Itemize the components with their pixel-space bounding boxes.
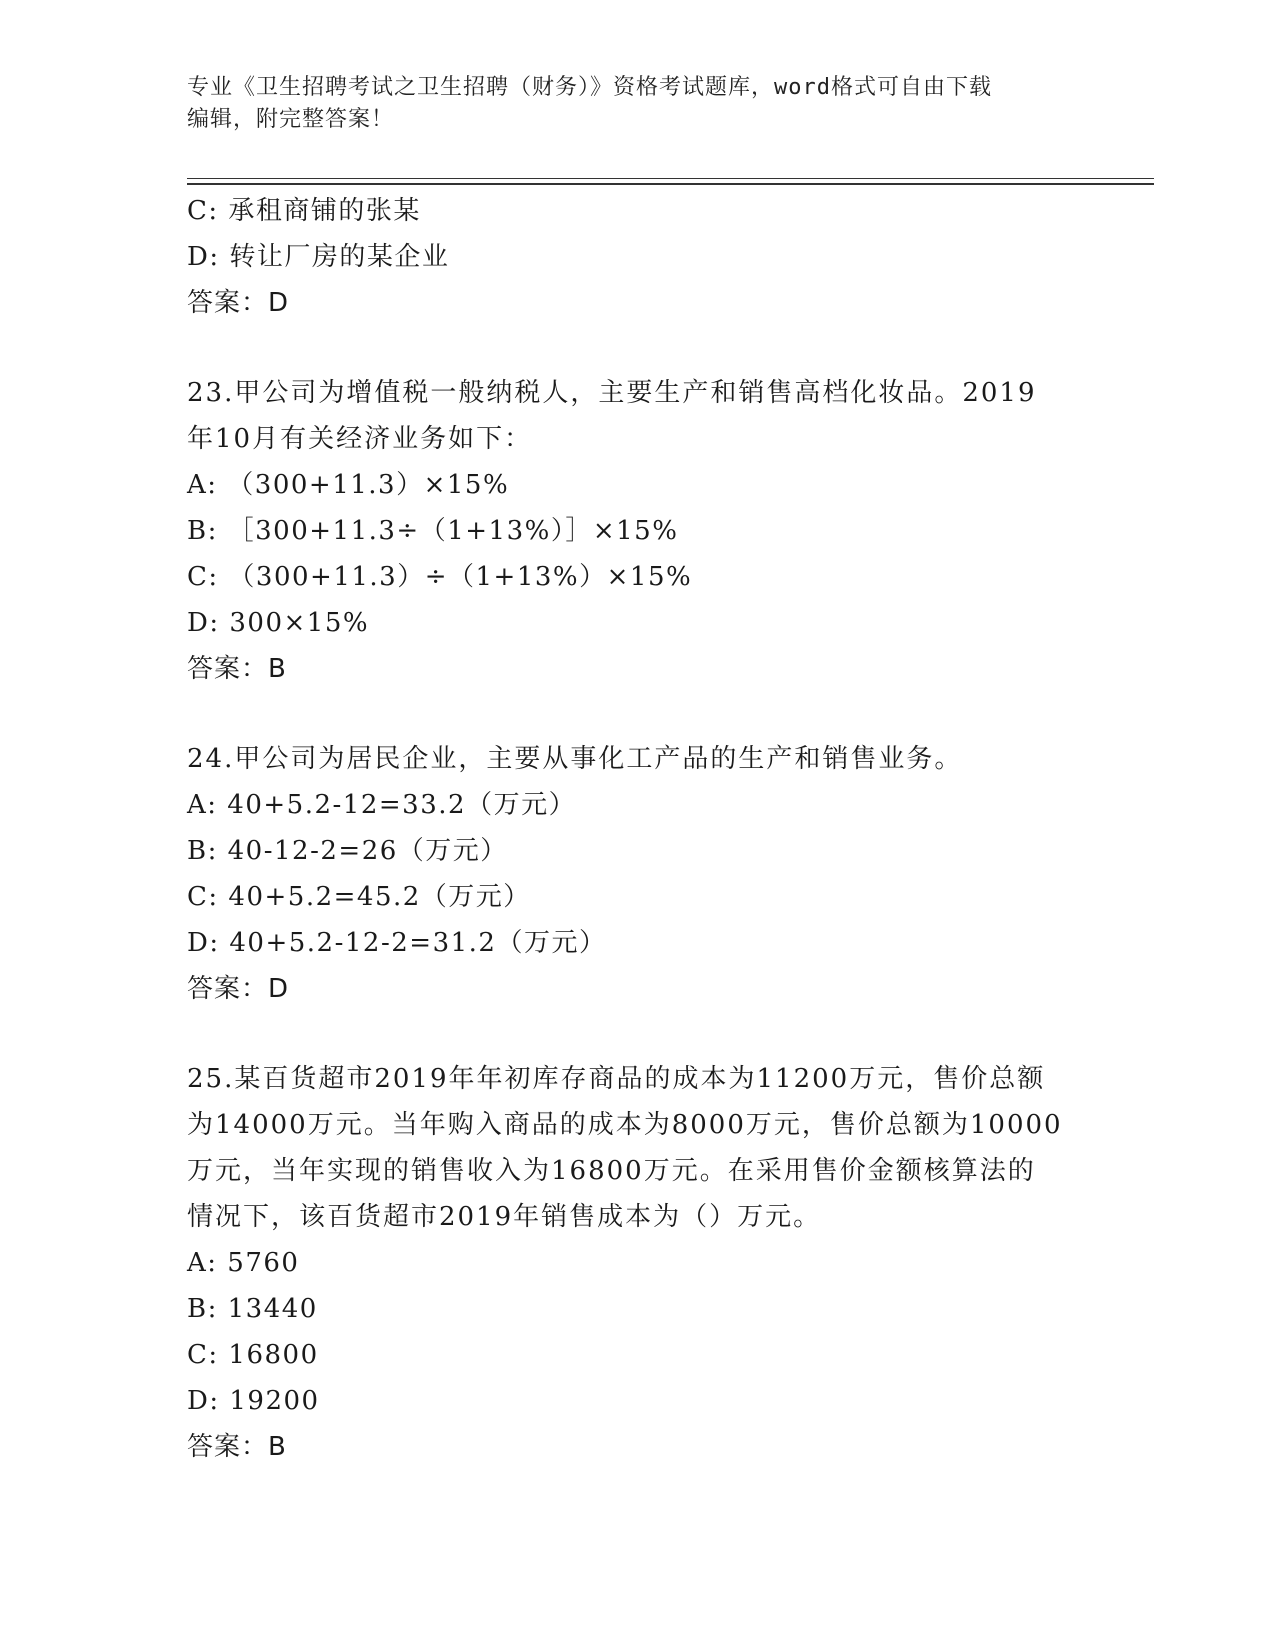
question-text-line: 23.甲公司为增值税一般纳税人，主要生产和销售高档化妆品。2019 <box>187 378 1037 408</box>
spacer <box>187 326 1087 370</box>
option-d: D: 40+5.2-12-2=31.2（万元） <box>187 928 607 958</box>
answer-line: 答案：D <box>187 288 290 318</box>
header-line-2: 编辑，附完整答案！ <box>187 107 395 132</box>
option-c: C: （300+11.3）÷（1+13%）×15% <box>187 562 693 592</box>
option-b: B: 40-12-2=26（万元） <box>187 836 508 866</box>
option-c: C: 承租商铺的张某 <box>187 196 421 226</box>
page-header <box>187 72 1087 136</box>
option-c: C: 16800 <box>187 1340 319 1370</box>
question-22 <box>187 188 1087 326</box>
option-b: B: ［300+11.3÷（1+13%）］×15% <box>187 516 679 546</box>
answer-line: 答案：B <box>187 654 287 684</box>
question-text-line: 万元，当年实现的销售收入为16800万元。在采用售价金额核算法的 <box>187 1156 1036 1186</box>
question-text-line: 24.甲公司为居民企业，主要从事化工产品的生产和销售业务。 <box>187 744 963 774</box>
option-b: B: 13440 <box>187 1294 318 1324</box>
option-c: C: 40+5.2=45.2（万元） <box>187 882 531 912</box>
question-text-line: 25.某百货超市2019年年初库存商品的成本为11200万元，售价总额 <box>187 1064 1046 1094</box>
question-list <box>187 188 1087 1470</box>
question-text <box>187 736 1087 782</box>
spacer <box>187 1012 1087 1056</box>
option-d: D: 转让厂房的某企业 <box>187 242 450 272</box>
answer-line: 答案：D <box>187 974 290 1004</box>
question-23 <box>187 370 1087 692</box>
question-text-line: 为14000万元。当年购入商品的成本为8000万元，售价总额为10000 <box>187 1110 1063 1140</box>
option-a: A: 40+5.2-12=33.2（万元） <box>187 790 577 820</box>
spacer <box>187 692 1087 736</box>
question-25 <box>187 1056 1087 1470</box>
question-text <box>187 1056 1087 1240</box>
header-divider-thick <box>187 183 1154 185</box>
question-24 <box>187 736 1087 1012</box>
question-text-line: 年10月有关经济业务如下： <box>187 424 533 454</box>
option-d: D: 19200 <box>187 1386 320 1416</box>
question-text-line: 情况下，该百货超市2019年销售成本为（）万元。 <box>187 1202 822 1232</box>
option-d: D: 300×15% <box>187 608 370 638</box>
answer-line: 答案：B <box>187 1432 287 1462</box>
header-line-1: 专业《卫生招聘考试之卫生招聘（财务）》资格考试题库，word格式可自由下载 <box>187 75 992 100</box>
option-a: A: （300+11.3）×15% <box>187 470 510 500</box>
option-a: A: 5760 <box>187 1248 300 1278</box>
header-divider-thin <box>187 178 1154 179</box>
question-text <box>187 370 1087 462</box>
